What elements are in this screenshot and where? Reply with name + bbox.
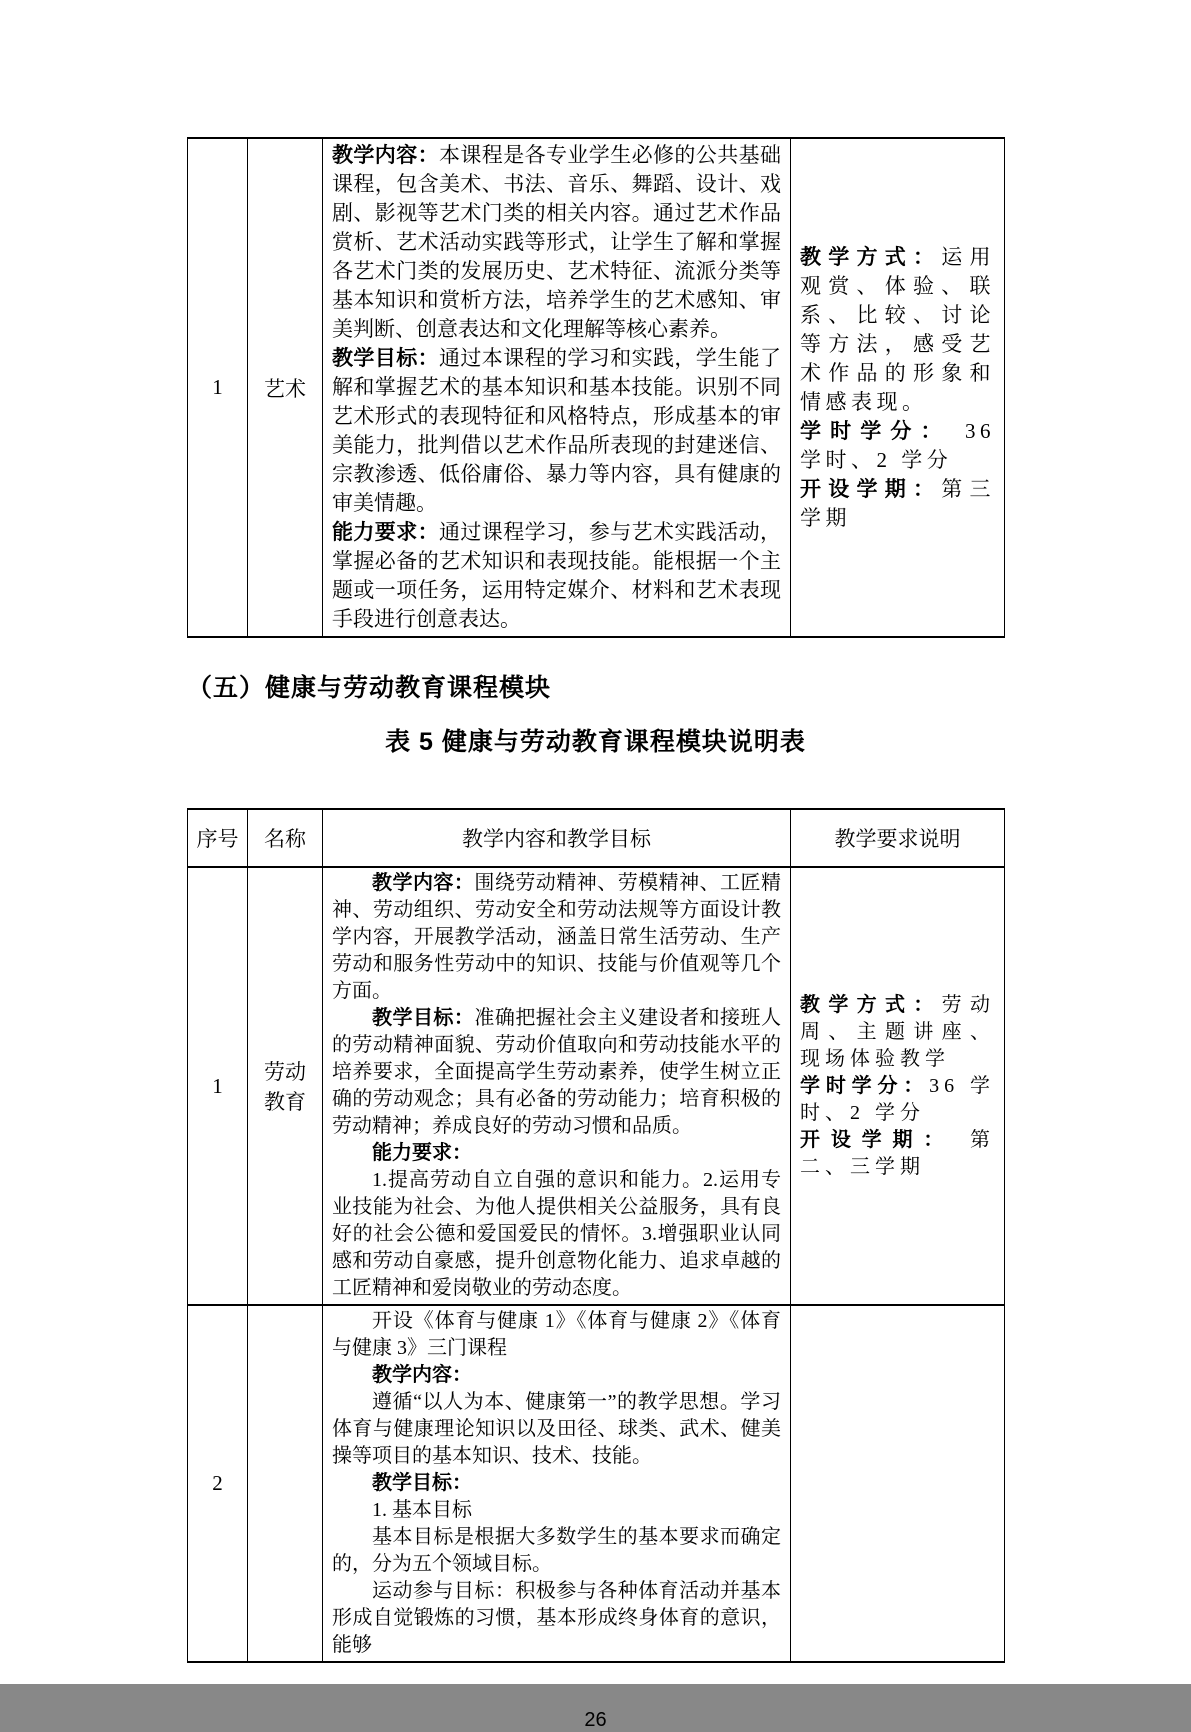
course-requirement-text: 教学方式：运用观赏、体验、联系、比较、讨论等方法，感受艺术作品的形象和情感表现。 学时学分： 36 学时、2 学分 开设学期：第三学期 (800, 244, 995, 530)
table-row (188, 138, 1005, 637)
course-requirement-text: 教学方式：劳动周、主题讲座、现场体验教学 学时学分：36 学时、2 学分 开设学期： 第二、三学期 (800, 993, 996, 1178)
table-header-row (188, 809, 1005, 867)
table5-title: 表 5 健康与劳动教育课程模块说明表 (385, 728, 806, 756)
course-requirement-cell (791, 867, 1005, 1305)
course-requirement-text (791, 1482, 1004, 1486)
course-content-cell (323, 138, 791, 637)
row-index-cell: 1 (188, 138, 248, 637)
header-serial: 序号 (188, 809, 248, 867)
health-labor-module-table (187, 808, 1005, 1663)
header-content-objectives: 教学内容和教学目标 (323, 809, 791, 867)
row-index-cell: 1 (188, 867, 248, 1305)
page-number: 26 (584, 1709, 607, 1731)
header-name: 名称 (248, 809, 323, 867)
course-name-cell: 劳动教育 (248, 867, 323, 1305)
course-content-cell (323, 1305, 791, 1662)
course-content-cell (323, 867, 791, 1305)
course-name-cell: 艺术 (248, 138, 323, 637)
course-requirement-cell (791, 1305, 1005, 1662)
course-name-cell (248, 1305, 323, 1662)
table-row (188, 867, 1005, 1305)
header-requirements: 教学要求说明 (791, 809, 1005, 867)
course-content-text: 开设《体育与健康 1》《体育与健康 2》《体育与健康 3》三门课程 教学内容： 遵循“以人为本、健康第一”的教学思想。学习体育与健康理论知识以及田径、球类、武术、健美操等项目的基本知识、技术、技能。 教学目标： 1. 基本目标 基本目标是根据大多数学生的基本要求而确定的，分为五个领域目标。 运动参与目标：积极参与各种体育活动并基本形成自觉锻炼的习惯，基本形成终身体育的意识，能够 (332, 1310, 781, 1656)
course-requirement-cell (791, 138, 1005, 637)
section-heading: （五）健康与劳动教育课程模块 (187, 674, 552, 702)
course-content-text: 教学内容：围绕劳动精神、劳模精神、工匠精神、劳动组织、劳动安全和劳动法规等方面设计教学内容，开展教学活动，涵盖日常生活劳动、生产劳动和服务性劳动中的知识、技能与价值观等几个方面。 教学目标：准确把握社会主义建设者和接班人的劳动精神面貌、劳动价值取向和劳动技能水平的培养要求，全面提高学生劳动素养，使学生树立正确的劳动观念；具有必备的劳动能力；培育积极的劳动精神；养成良好的劳动习惯和品质。 能力要求： 1.提高劳动自立自强的意识和能力。2.运用专业技能为社会、为他人提供相关公益服务，具有良好的社会公德和爱国爱民的情怀。3.增强职业认同感和劳动自豪感，提升创意物化能力、追求卓越的工匠精神和爱岗敬业的劳动态度。 (332, 872, 782, 1299)
course-content-text: 教学内容：本课程是各专业学生必修的公共基础课程，包含美术、书法、音乐、舞蹈、设计、戏剧、影视等艺术门类的相关内容。通过艺术作品赏析、艺术活动实践等形式，让学生了解和掌握各艺术门类的发展历史、艺术特征、流派分类等基本知识和赏析方法，培养学生的艺术感知、审美判断、创意表达和文化理解等核心素养。 教学目标：通过本课程的学习和实践，学生能了解和掌握艺术的基本知识和基本技能。识别不同艺术形式的表现特征和风格特点，形成基本的审美能力，批判借以艺术作品所表现的封建迷信、宗教渗透、低俗庸俗、暴力等内容，具有健康的审美情趣。 能力要求：通过课程学习，参与艺术实践活动，掌握必备的艺术知识和表现技能。能根据一个主题或一项任务，运用特定媒介、材料和艺术表现手段进行创意表达。 (332, 143, 781, 631)
table-row (188, 1305, 1005, 1662)
row-index-cell: 2 (188, 1305, 248, 1662)
art-module-table (187, 137, 1005, 638)
